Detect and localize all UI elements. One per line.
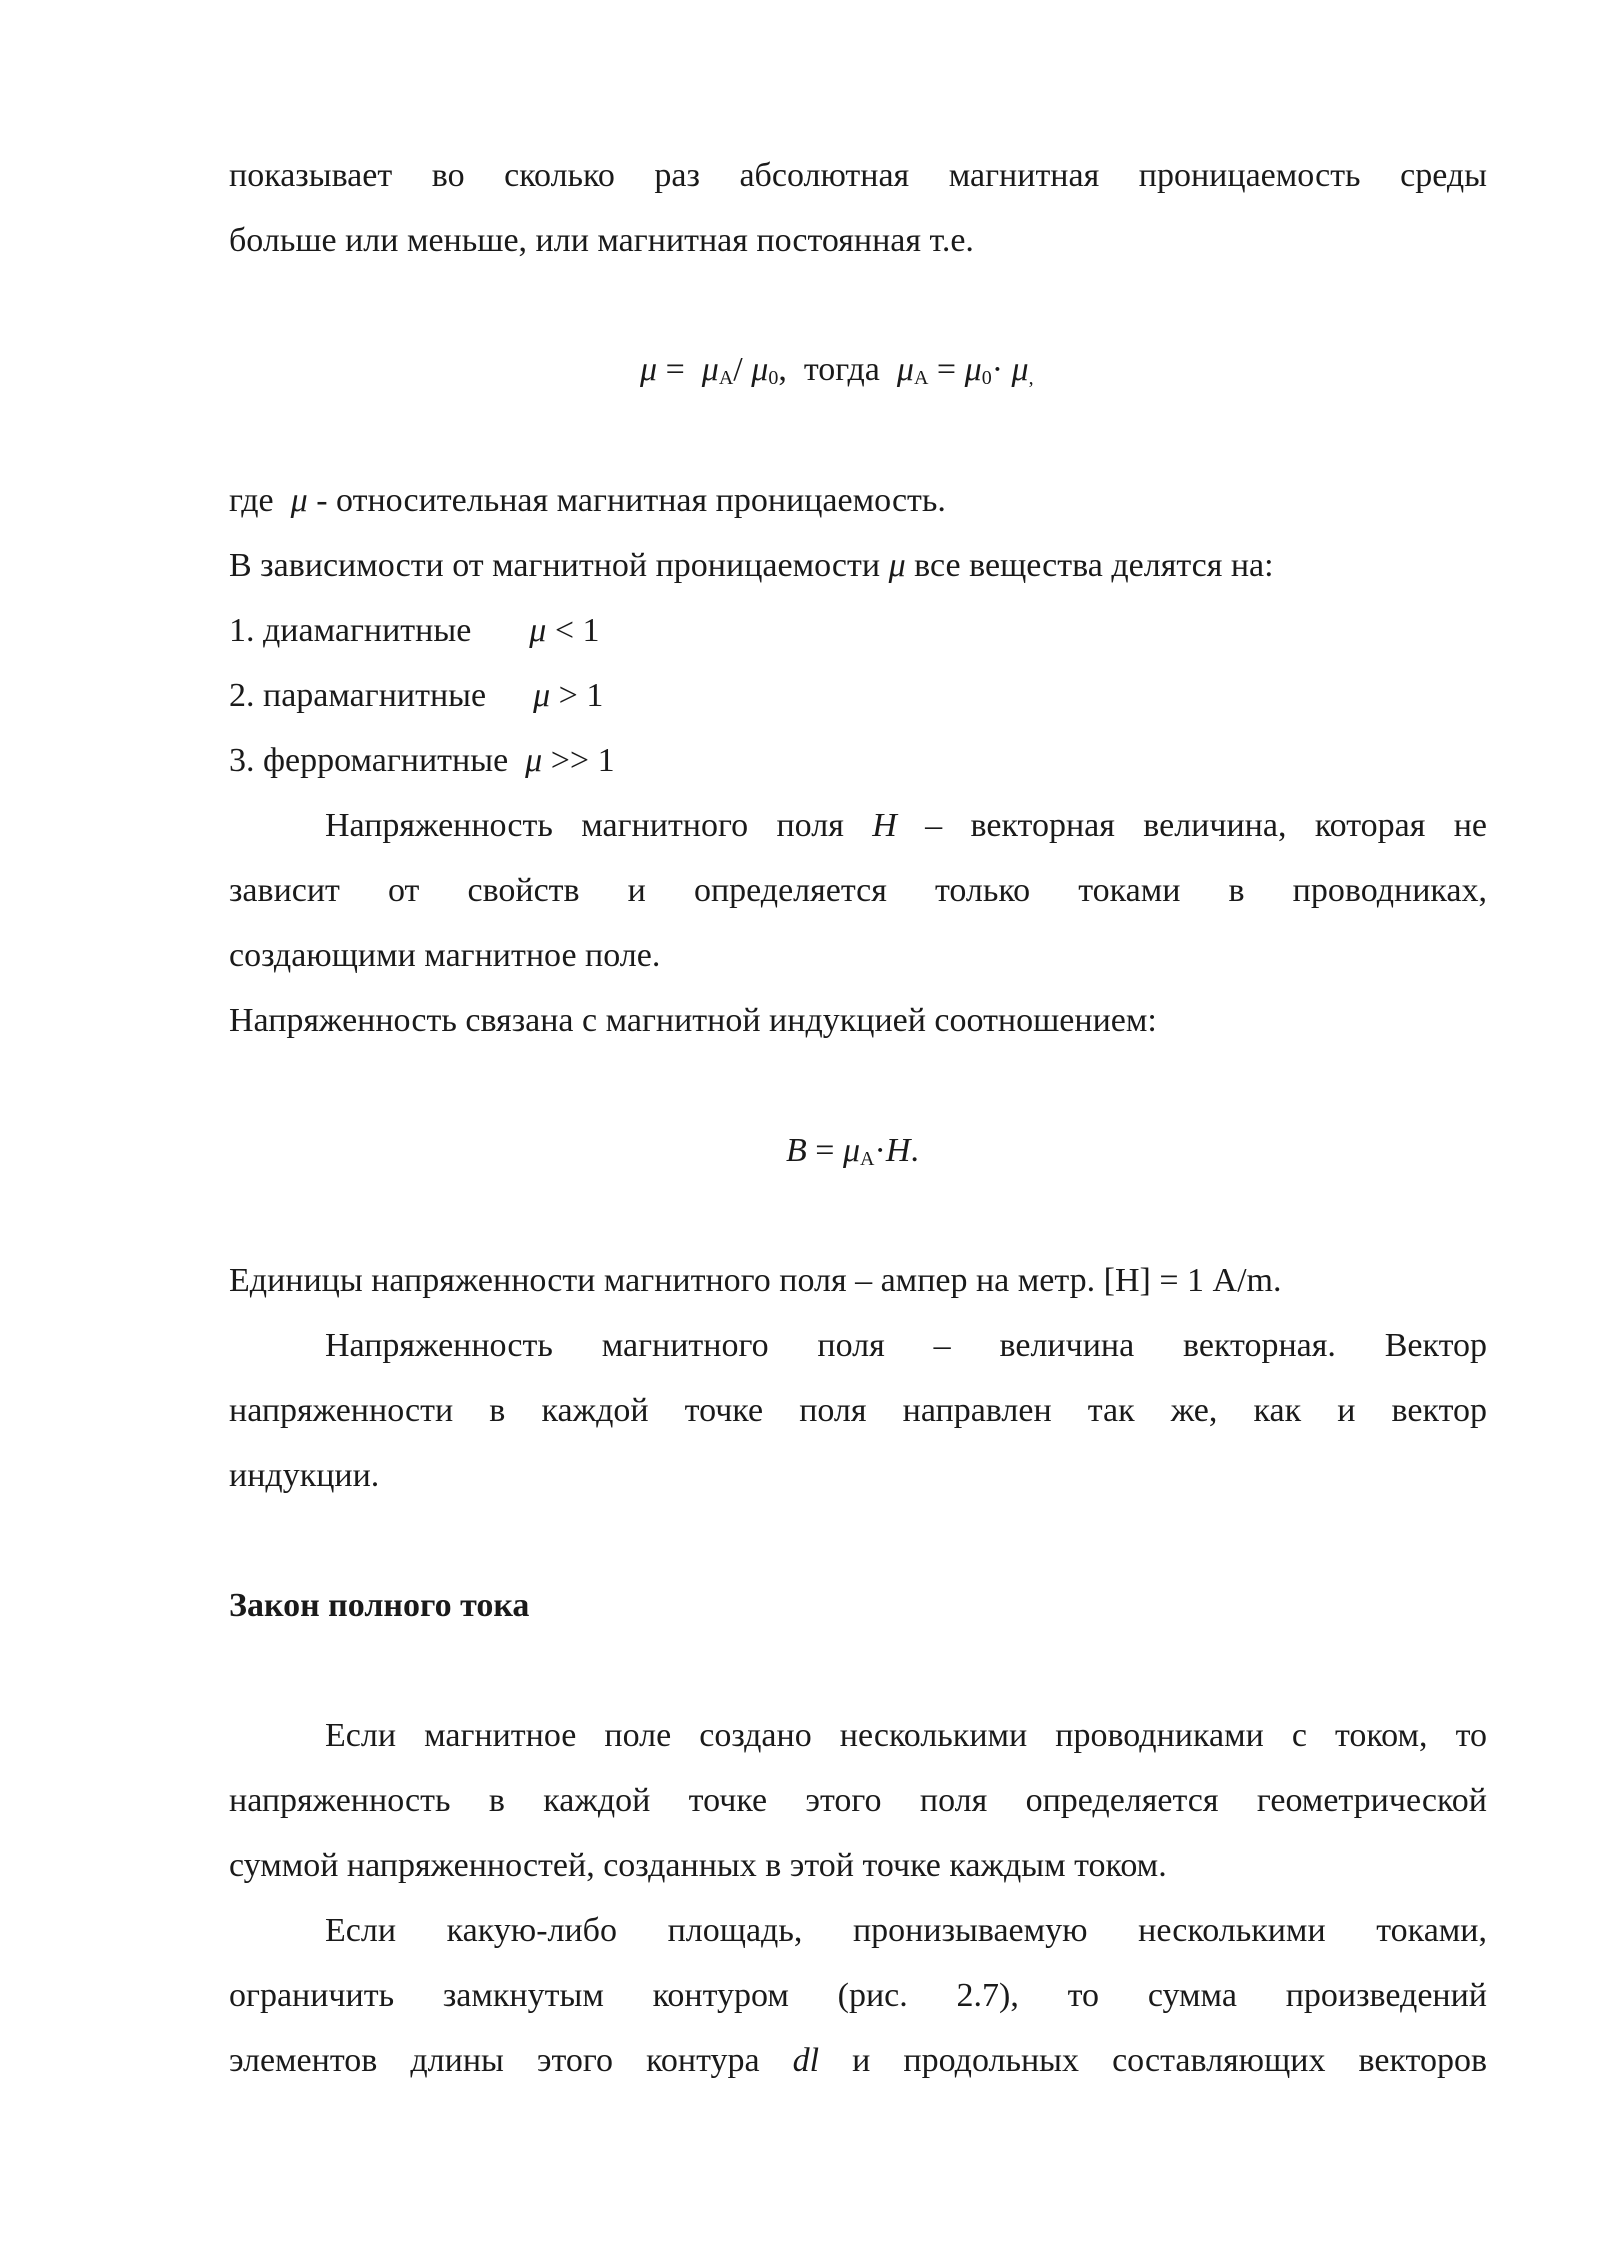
paragraph-line: Если какую-либо площадь, пронизываемую несколькими токами,	[325, 1912, 1487, 1949]
paragraph-line: Единицы напряженности магнитного поля – ампер на метр. [H] = 1 A/m.	[229, 1262, 1282, 1299]
formula-text: ·	[991, 351, 1012, 388]
subscript: 0	[768, 367, 779, 389]
list-item	[229, 741, 1487, 781]
text: – векторная величина, которая не	[896, 807, 1487, 844]
symbol-mu: μ	[640, 351, 658, 388]
formula-induction	[786, 1131, 919, 1171]
formula-text: =	[806, 1132, 843, 1169]
paragraph-line: Если магнитное поле создано несколькими проводниками с током, то	[325, 1717, 1487, 1754]
symbol-H: H	[872, 807, 897, 844]
formula-text: =	[657, 351, 702, 388]
paragraph-line: Напряженность магнитного поля – величина векторная. Вектор	[325, 1327, 1487, 1364]
text: Напряженность магнитного поля	[325, 807, 873, 844]
list-item	[229, 611, 1487, 651]
formula-text: =	[928, 351, 965, 388]
symbol-mu: μ	[529, 612, 547, 649]
paragraph-line: ограничить замкнутым контуром (рис. 2.7), то сумма произведений	[229, 1977, 1487, 2014]
text: - относительная магнитная проницаемость.	[307, 482, 946, 519]
symbol-mu: μ	[751, 351, 769, 388]
text: где	[229, 482, 291, 519]
text: все вещества делятся на:	[905, 547, 1274, 584]
symbol-mu: μ	[964, 351, 982, 388]
subscript: 0	[981, 367, 992, 389]
paragraph-line: напряженности в каждой точке поля направлен так же, как и вектор	[229, 1392, 1487, 1429]
symbol-mu: μ	[888, 547, 906, 584]
subscript: A	[860, 1148, 875, 1170]
symbol-mu: μ	[896, 351, 914, 388]
paragraph-line: зависит от свойств и определяется только токами в проводниках,	[229, 872, 1487, 909]
list-item-condition: >> 1	[542, 742, 615, 779]
list-item-label: 3. ферромагнитные	[229, 742, 509, 779]
formula-text: , тогда	[778, 351, 897, 388]
paragraph-line	[229, 2041, 1487, 2081]
symbol-mu: μ	[525, 742, 543, 779]
subscript: A	[718, 367, 734, 389]
symbol-B: B	[786, 1132, 807, 1169]
paragraph-line: напряженность в каждой точке этого поля определяется геометрической	[229, 1782, 1487, 1819]
formula-text: /	[733, 351, 752, 388]
list-item-condition: > 1	[550, 677, 604, 714]
list-item	[229, 676, 1487, 716]
formula-text: ·	[874, 1132, 886, 1169]
symbol-dl: dl	[792, 2042, 820, 2079]
formula-text: .	[910, 1132, 919, 1169]
subscript: A	[913, 367, 929, 389]
list-item-condition: < 1	[546, 612, 600, 649]
paragraph-line	[229, 546, 1487, 586]
paragraph-line: Напряженность связана с магнитной индукцией соотношением:	[229, 1002, 1157, 1039]
symbol-mu: μ	[701, 351, 719, 388]
subscript: ,	[1028, 367, 1034, 389]
symbol-mu: μ	[842, 1132, 861, 1169]
paragraph-line: больше или меньше, или магнитная постоянная т.е.	[229, 222, 974, 259]
paragraph-line	[229, 481, 1487, 521]
paragraph-line: индукции.	[229, 1457, 380, 1494]
section-heading: Закон полного тока	[229, 1587, 530, 1624]
paragraph-line: создающими магнитное поле.	[229, 937, 661, 974]
text: В зависимости от магнитной проницаемости	[229, 547, 889, 584]
paragraph-line: суммой напряженностей, созданных в этой точке каждым током.	[229, 1847, 1167, 1884]
paragraph-line: показывает во сколько раз абсолютная магнитная проницаемость среды	[229, 157, 1487, 194]
formula-permeability	[640, 350, 1034, 390]
list-item-label: 2. парамагнитные	[229, 677, 487, 714]
list-item-label: 1. диамагнитные	[229, 612, 472, 649]
symbol-H: H	[885, 1132, 911, 1169]
paragraph-line	[325, 806, 1487, 846]
symbol-mu: μ	[1011, 351, 1029, 388]
symbol-mu: μ	[533, 677, 551, 714]
text: и продольных составляющих векторов	[819, 2042, 1487, 2079]
symbol-mu: μ	[290, 482, 308, 519]
text: элементов длины этого контура	[229, 2042, 793, 2079]
